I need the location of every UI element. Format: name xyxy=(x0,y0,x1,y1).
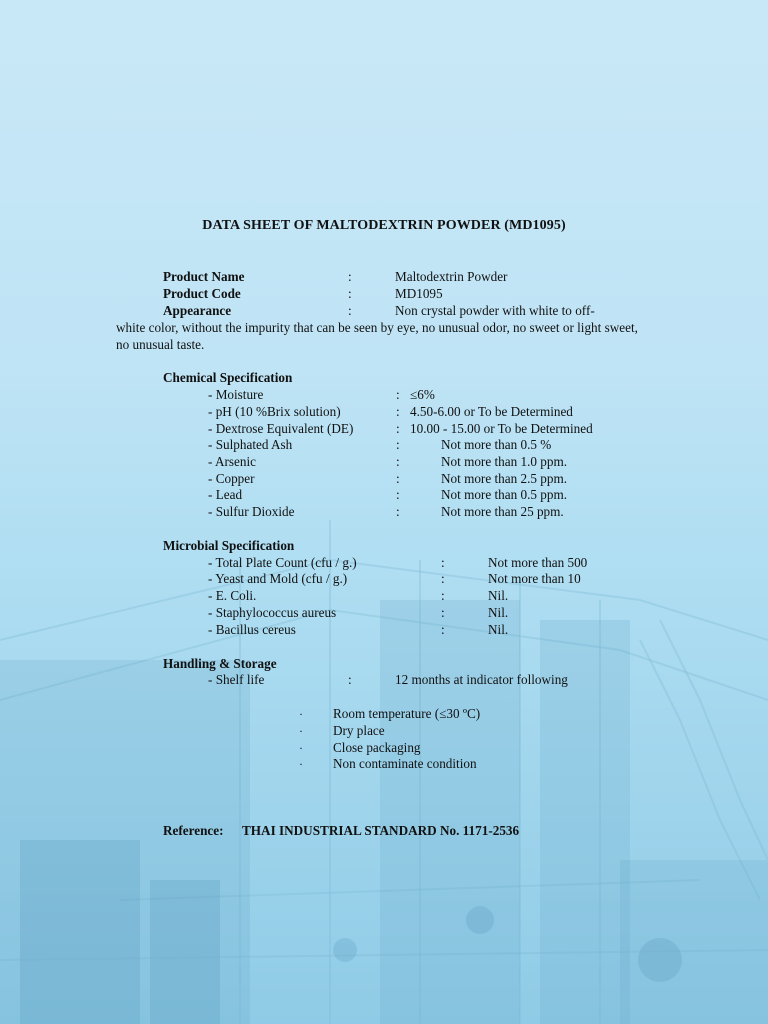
separator: : xyxy=(441,555,445,570)
bullet-icon: · xyxy=(299,707,303,721)
product-name-label: Product Name xyxy=(163,269,245,284)
storage-condition: Dry place xyxy=(333,723,385,738)
storage-condition: Room temperature (≤30 ºC) xyxy=(333,706,481,721)
separator: : xyxy=(396,454,400,469)
micro-value: Not more than 10 xyxy=(488,571,581,586)
separator: : xyxy=(348,303,352,318)
appearance-value-continuation: white color, without the impurity that can be seen by eye, no unusual odor, no sweet or light sweet, no unusual taste. xyxy=(116,320,638,352)
micro-label: - Yeast and Mold (cfu / g.) xyxy=(208,571,348,586)
separator: : xyxy=(396,387,400,402)
separator: : xyxy=(441,605,445,620)
separator: : xyxy=(348,286,352,301)
separator: : xyxy=(396,504,400,519)
handling-storage-heading: Handling & Storage xyxy=(163,656,277,671)
separator: : xyxy=(396,471,400,486)
chem-label: - Dextrose Equivalent (DE) xyxy=(208,421,354,436)
chemical-spec-heading: Chemical Specification xyxy=(163,370,293,385)
chem-value: Not more than 2.5 ppm. xyxy=(441,471,567,486)
reference-value: THAI INDUSTRIAL STANDARD No. 1171-2536 xyxy=(242,823,520,838)
chem-value: Not more than 0.5 % xyxy=(441,437,552,452)
separator: : xyxy=(348,269,352,284)
separator: : xyxy=(396,437,400,452)
micro-label: - Bacillus cereus xyxy=(208,622,296,637)
document-title: DATA SHEET OF MALTODEXTRIN POWDER (MD1095) xyxy=(202,218,566,233)
bullet-icon: · xyxy=(299,741,303,755)
product-code-label: Product Code xyxy=(163,286,241,301)
chem-value: ≤6% xyxy=(410,387,435,402)
separator: : xyxy=(441,571,445,586)
micro-value: Nil. xyxy=(488,622,509,637)
storage-condition: Non contaminate condition xyxy=(333,756,477,771)
bullet-icon: · xyxy=(299,724,303,738)
storage-condition: Close packaging xyxy=(333,740,421,755)
micro-value: Not more than 500 xyxy=(488,555,588,570)
chem-value: Not more than 1.0 ppm. xyxy=(441,454,567,469)
separator: : xyxy=(441,622,445,637)
appearance-value-first-line: Non crystal powder with white to off- xyxy=(395,303,595,318)
reference-label: Reference: xyxy=(163,823,224,838)
chem-value: 4.50-6.00 or To be Determined xyxy=(410,404,573,419)
shelf-life-label: - Shelf life xyxy=(208,672,265,687)
chem-label: - Moisture xyxy=(208,387,264,402)
bullet-icon: · xyxy=(299,757,303,771)
appearance-label: Appearance xyxy=(163,303,232,318)
micro-label: - Total Plate Count (cfu / g.) xyxy=(208,555,357,570)
separator: : xyxy=(396,487,400,502)
separator: : xyxy=(396,421,400,436)
micro-label: - Staphylococcus aureus xyxy=(208,605,337,620)
chem-value: Not more than 25 ppm. xyxy=(441,504,564,519)
separator: : xyxy=(396,404,400,419)
chem-label: - Copper xyxy=(208,471,255,486)
product-code-value: MD1095 xyxy=(395,286,443,301)
chem-label: - Lead xyxy=(208,487,243,502)
micro-value: Nil. xyxy=(488,588,509,603)
chem-label: - Sulfur Dioxide xyxy=(208,504,295,519)
micro-value: Nil. xyxy=(488,605,509,620)
shelf-life-value: 12 months at indicator following xyxy=(395,672,568,687)
chem-label: - Arsenic xyxy=(208,454,256,469)
chem-value: 10.00 - 15.00 or To be Determined xyxy=(410,421,593,436)
microbial-spec-heading: Microbial Specification xyxy=(163,538,295,553)
product-name-value: Maltodextrin Powder xyxy=(395,269,508,284)
micro-label: - E. Coli. xyxy=(208,588,257,603)
chem-label: - pH (10 %Brix solution) xyxy=(208,404,341,419)
separator: : xyxy=(441,588,445,603)
chem-label: - Sulphated Ash xyxy=(208,437,293,452)
separator: : xyxy=(348,672,352,687)
chem-value: Not more than 0.5 ppm. xyxy=(441,487,567,502)
